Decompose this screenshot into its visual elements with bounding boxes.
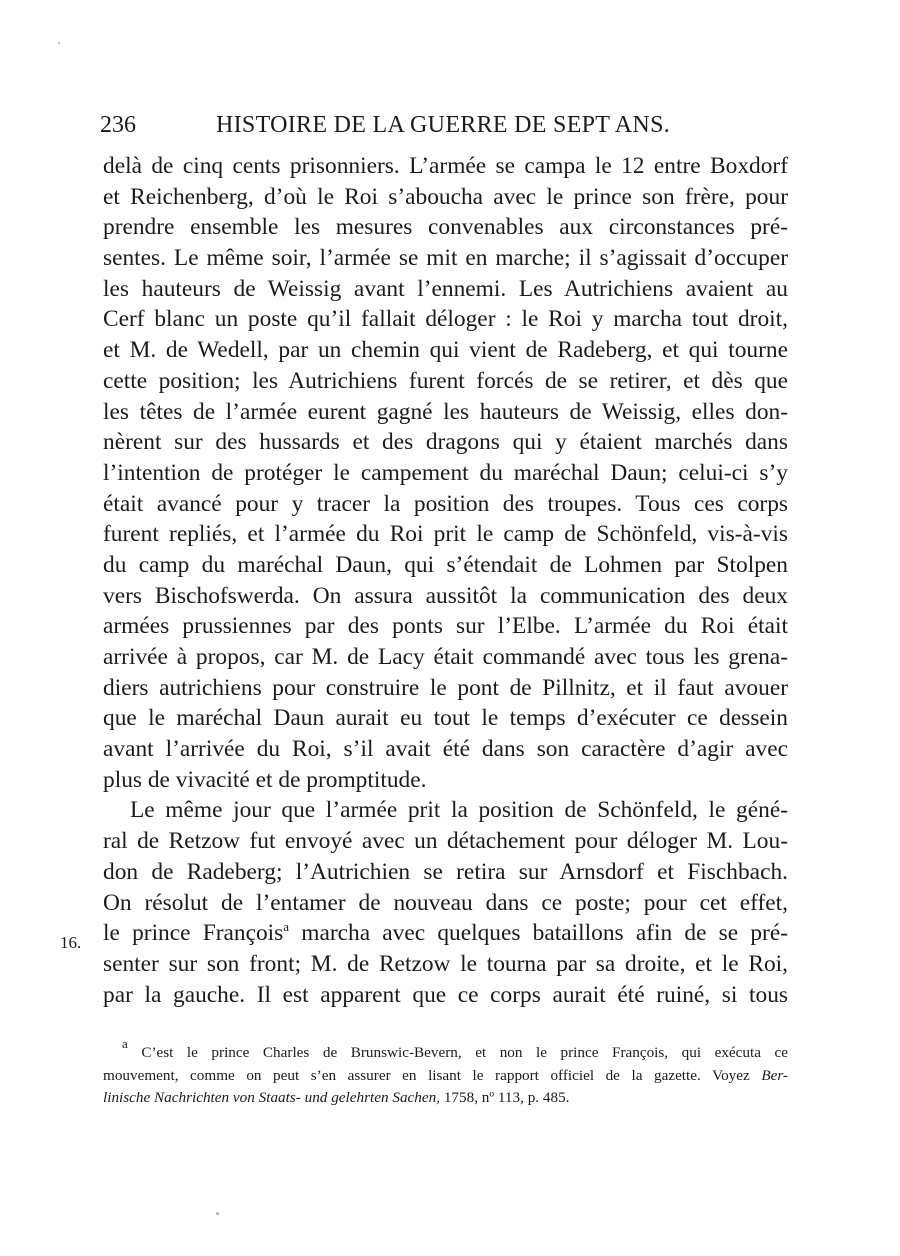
running-header xyxy=(100,108,792,142)
text-line: était avancé pour y tracer la position des troupes. Tous ces corps xyxy=(103,490,788,517)
text-fragment: le prince François xyxy=(103,920,284,947)
text-line: arrivée à propos, car M. de Lacy était commandé avec tous les grena- xyxy=(103,644,788,670)
footnote-citation: Ber- xyxy=(761,1066,788,1084)
text-line: prendre ensemble les mesures convenables aux circonstances pré- xyxy=(103,214,788,241)
text-line: et Reichenberg, d’où le Roi s’aboucha avec le prince son frère, pour xyxy=(103,183,788,210)
footnote xyxy=(103,1036,788,1110)
text-line: sentes. Le même soir, l’armée se mit en marche; il s’agissait d’occuper xyxy=(103,245,788,272)
text-line: Le même jour que l’armée prit la position de Schönfeld, le géné- xyxy=(130,797,788,824)
text-line: l’intention de protéger le campement du maréchal Daun; celui-ci s’y xyxy=(103,459,788,486)
page-number: 236 xyxy=(100,112,136,138)
footnote-line xyxy=(103,1036,788,1065)
text-line: avant l’arrivée du Roi, s’il avait été dans son caractère d’agir avec xyxy=(103,736,788,763)
footnote-citation: linische Nachrichten von Staats- und gelehrten Sachen, xyxy=(103,1089,441,1106)
text-line: du camp du maréchal Daun, qui s’étendait de Lohmen par Stolpen xyxy=(103,551,788,578)
text-line: senter sur son front; M. de Retzow le tourna par sa droite, et le Roi, xyxy=(103,950,788,977)
text-line xyxy=(103,918,788,949)
text-line: furent repliés, et l’armée du Roi prit le camp de Schönfeld, vis-à-vis xyxy=(103,521,788,548)
margin-date-note: 16. xyxy=(60,933,82,952)
text-line: vers Bischofswerda. On assura aussitôt la communication des deux xyxy=(103,582,788,609)
text-line: armées prussiennes par des ponts sur l’Elbe. L’armée du Roi était xyxy=(103,613,788,640)
footnote-reference[interactable]: a xyxy=(283,919,290,935)
footnote-line xyxy=(103,1087,788,1110)
text-line: plus de vivacité et de promptitude. xyxy=(103,766,427,793)
text-line: que le maréchal Daun aurait eu tout le temps d’exécuter ce dessein xyxy=(103,705,788,732)
text-line: don de Radeberg; l’Autrichien se retira sur Arnsdorf et Fischbach. xyxy=(103,858,788,885)
text-line: diers autrichiens pour construire le pont de Pillnitz, et il faut avouer xyxy=(103,674,788,701)
paper-speck xyxy=(216,1212,219,1215)
text-line: et M. de Wedell, par un chemin qui vient de Radeberg, et qui tourne xyxy=(103,337,788,364)
footnote-text: C’est le prince Charles de Brunswic-Bevern, et non le prince François, qui exécuta ce xyxy=(141,1044,788,1061)
text-line: par la gauche. Il est apparent que ce corps aurait été ruiné, si tous xyxy=(103,981,788,1008)
footnote-text: mouvement, comme on peut s’en assurer en lisant le rapport officiel de la gazette. Voyez xyxy=(103,1066,750,1084)
text-line: On résolut de l’entamer de nouveau dans ce poste; pour cet effet, xyxy=(103,889,788,916)
text-line: les têtes de l’armée eurent gagné les hauteurs de Weissig, elles don- xyxy=(103,398,788,425)
footnote-text: 1758, nº 113, p. 485. xyxy=(443,1089,570,1106)
footnote-marker: a xyxy=(122,1036,128,1051)
text-line: cette position; les Autrichiens furent forcés de se retirer, et dès que xyxy=(103,367,788,394)
paper-speck xyxy=(58,42,60,44)
text-line: nèrent sur des hussards et des dragons qui y étaient marchés dans xyxy=(103,429,788,456)
running-title: HISTOIRE DE LA GUERRE DE SEPT ANS. xyxy=(216,112,671,138)
text-line: delà de cinq cents prisonniers. L’armée se campa le 12 entre Boxdorf xyxy=(103,153,788,179)
footnote-line xyxy=(103,1065,788,1088)
text-line: ral de Retzow fut envoyé avec un détachement pour déloger M. Lou- xyxy=(103,828,788,855)
text-line: Cerf blanc un poste qu’il fallait déloger : le Roi y marcha tout droit, xyxy=(103,306,788,333)
text-fragment: marcha avec quelques bataillons afin de se pré- xyxy=(301,920,788,947)
main-text xyxy=(103,151,788,1010)
text-line: les hauteurs de Weissig avant l’ennemi. Les Autrichiens avaient au xyxy=(103,275,788,302)
